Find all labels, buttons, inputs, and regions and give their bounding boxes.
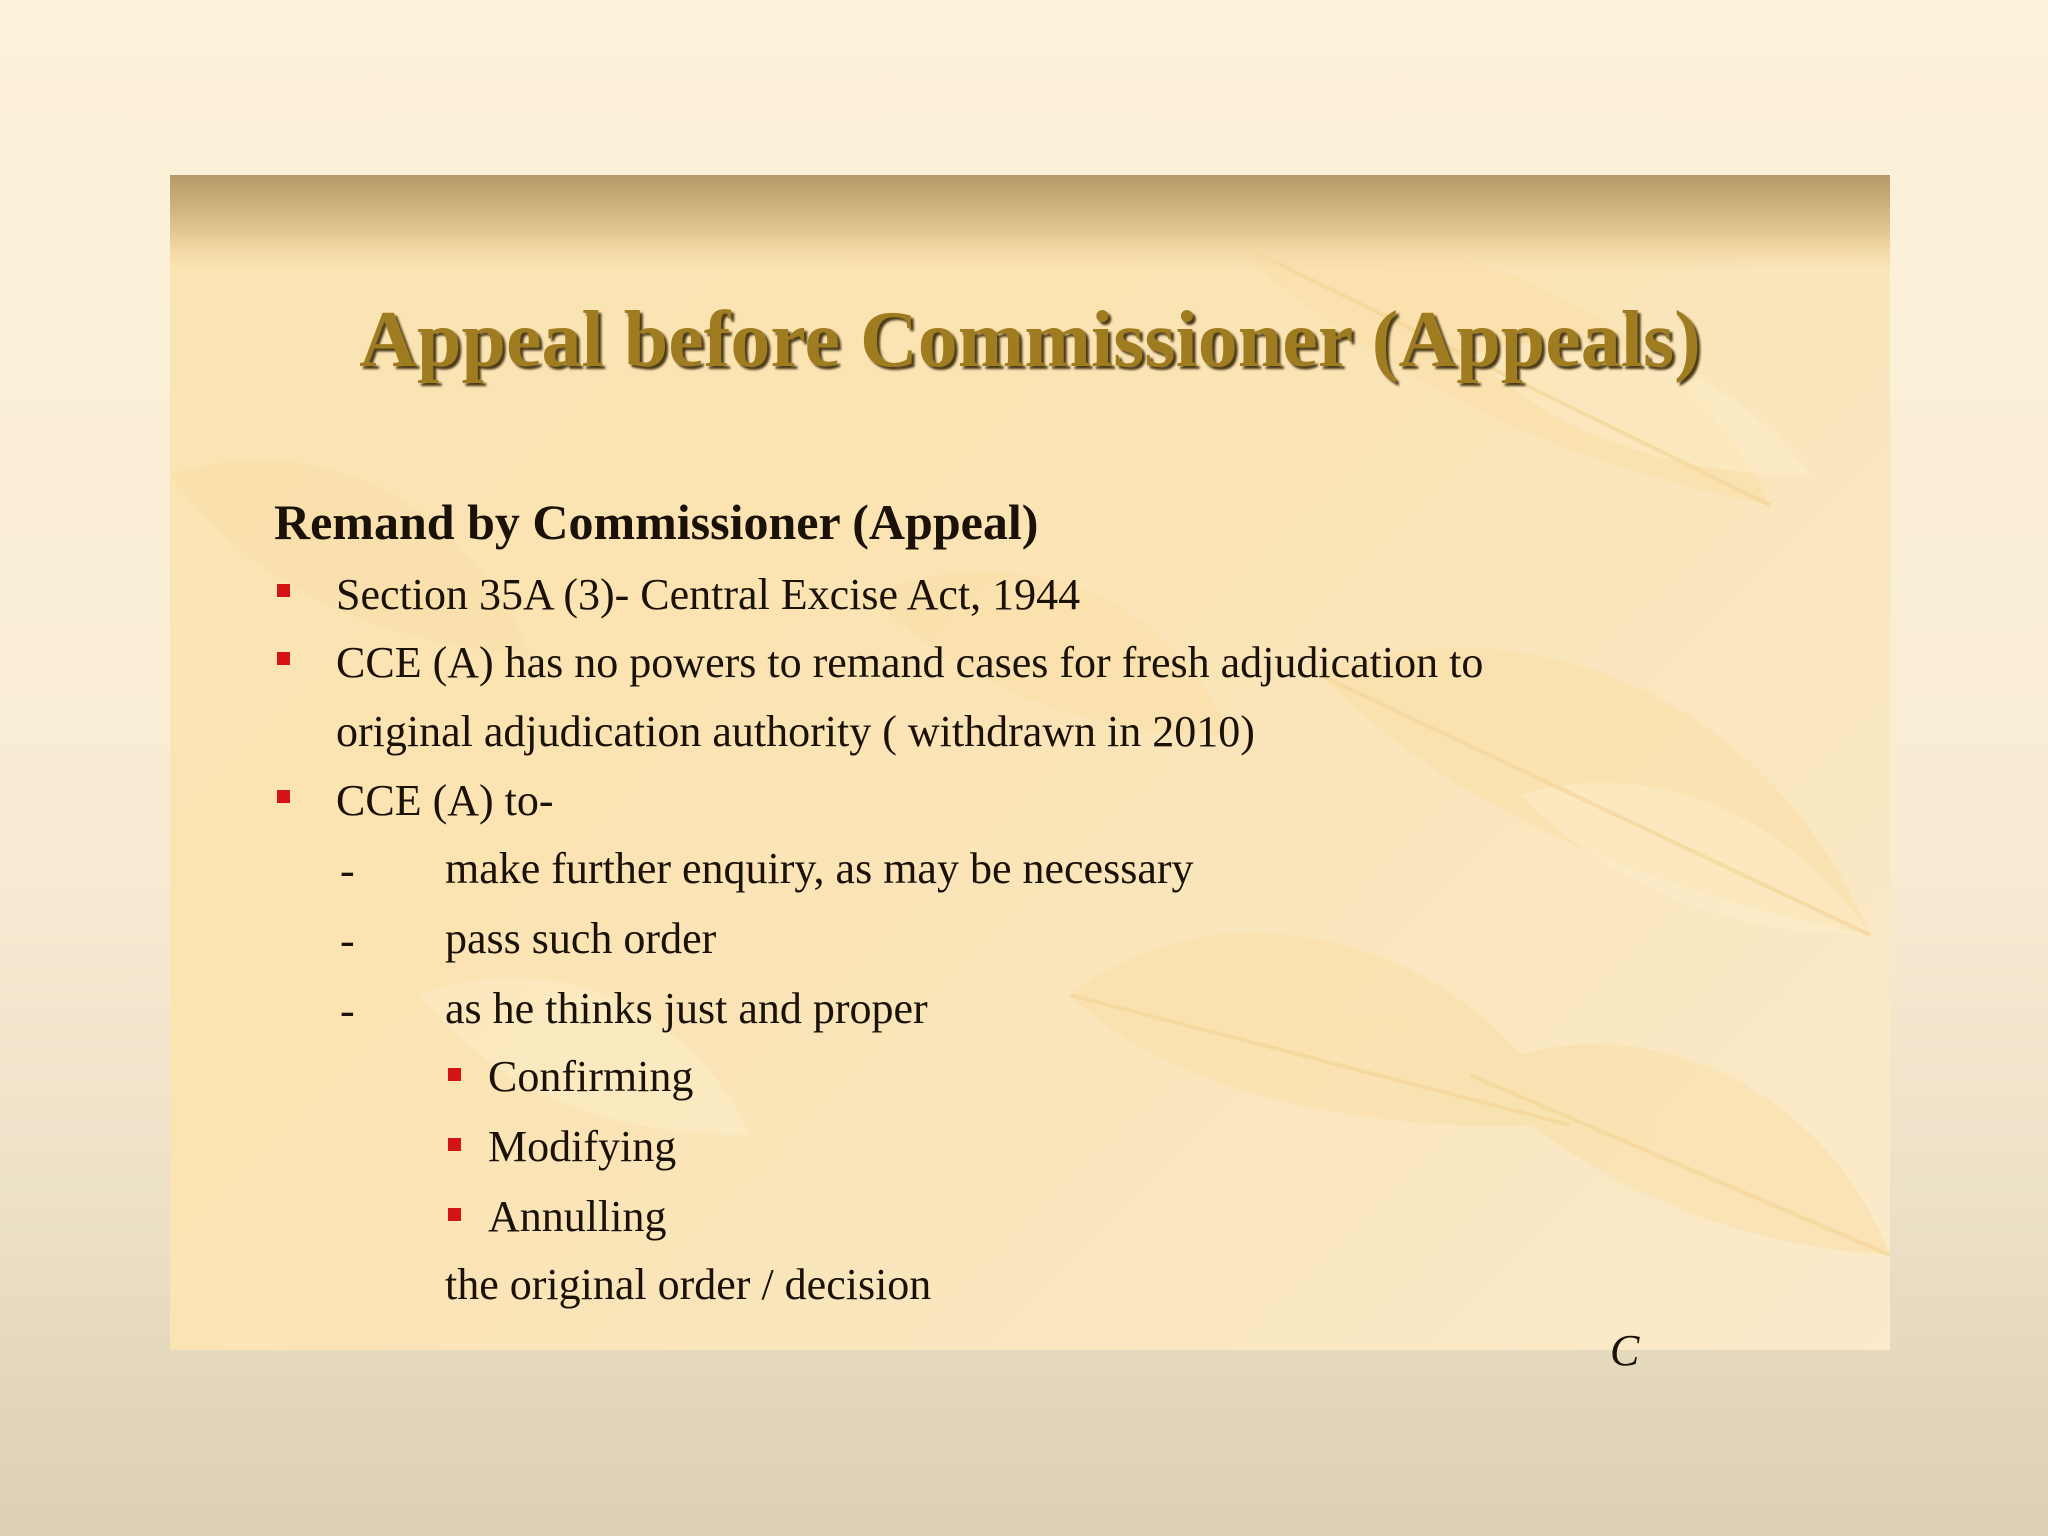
dash-marker: -	[340, 986, 355, 1035]
bullet-item: Section 35A (3)- Central Excise Act, 1944	[336, 570, 1081, 619]
dash-item: pass such order	[445, 914, 717, 963]
red-square-bullet-icon	[277, 790, 290, 803]
section-heading: Remand by Commissioner (Appeal)	[274, 494, 1039, 550]
bullet-item-continuation: original adjudication authority ( withdrawn in 2010)	[336, 707, 1255, 756]
sub-bullet-item: Modifying	[488, 1122, 677, 1171]
red-square-bullet-icon	[448, 1068, 461, 1081]
bullet-item: CCE (A) to-	[336, 776, 554, 825]
dash-marker: -	[340, 846, 355, 895]
slide-header-band	[170, 175, 1890, 270]
dash-item: as he thinks just and proper	[445, 984, 928, 1033]
slide	[170, 175, 1890, 1375]
dash-marker: -	[340, 916, 355, 965]
bullet-item: CCE (A) has no powers to remand cases for fresh adjudication to	[336, 638, 1484, 687]
red-square-bullet-icon	[277, 652, 290, 665]
sub-bullet-item: Annulling	[488, 1192, 667, 1241]
dash-item: make further enquiry, as may be necessary	[445, 844, 1194, 893]
red-square-bullet-icon	[448, 1208, 461, 1221]
sub-bullet-item: Confirming	[488, 1052, 694, 1101]
red-square-bullet-icon	[277, 584, 290, 597]
closing-line: the original order / decision	[445, 1260, 932, 1309]
red-square-bullet-icon	[448, 1138, 461, 1151]
truncated-continuation-text: C	[1610, 1326, 1640, 1375]
slide-title: Appeal before Commissioner (Appeals)	[359, 296, 1701, 384]
